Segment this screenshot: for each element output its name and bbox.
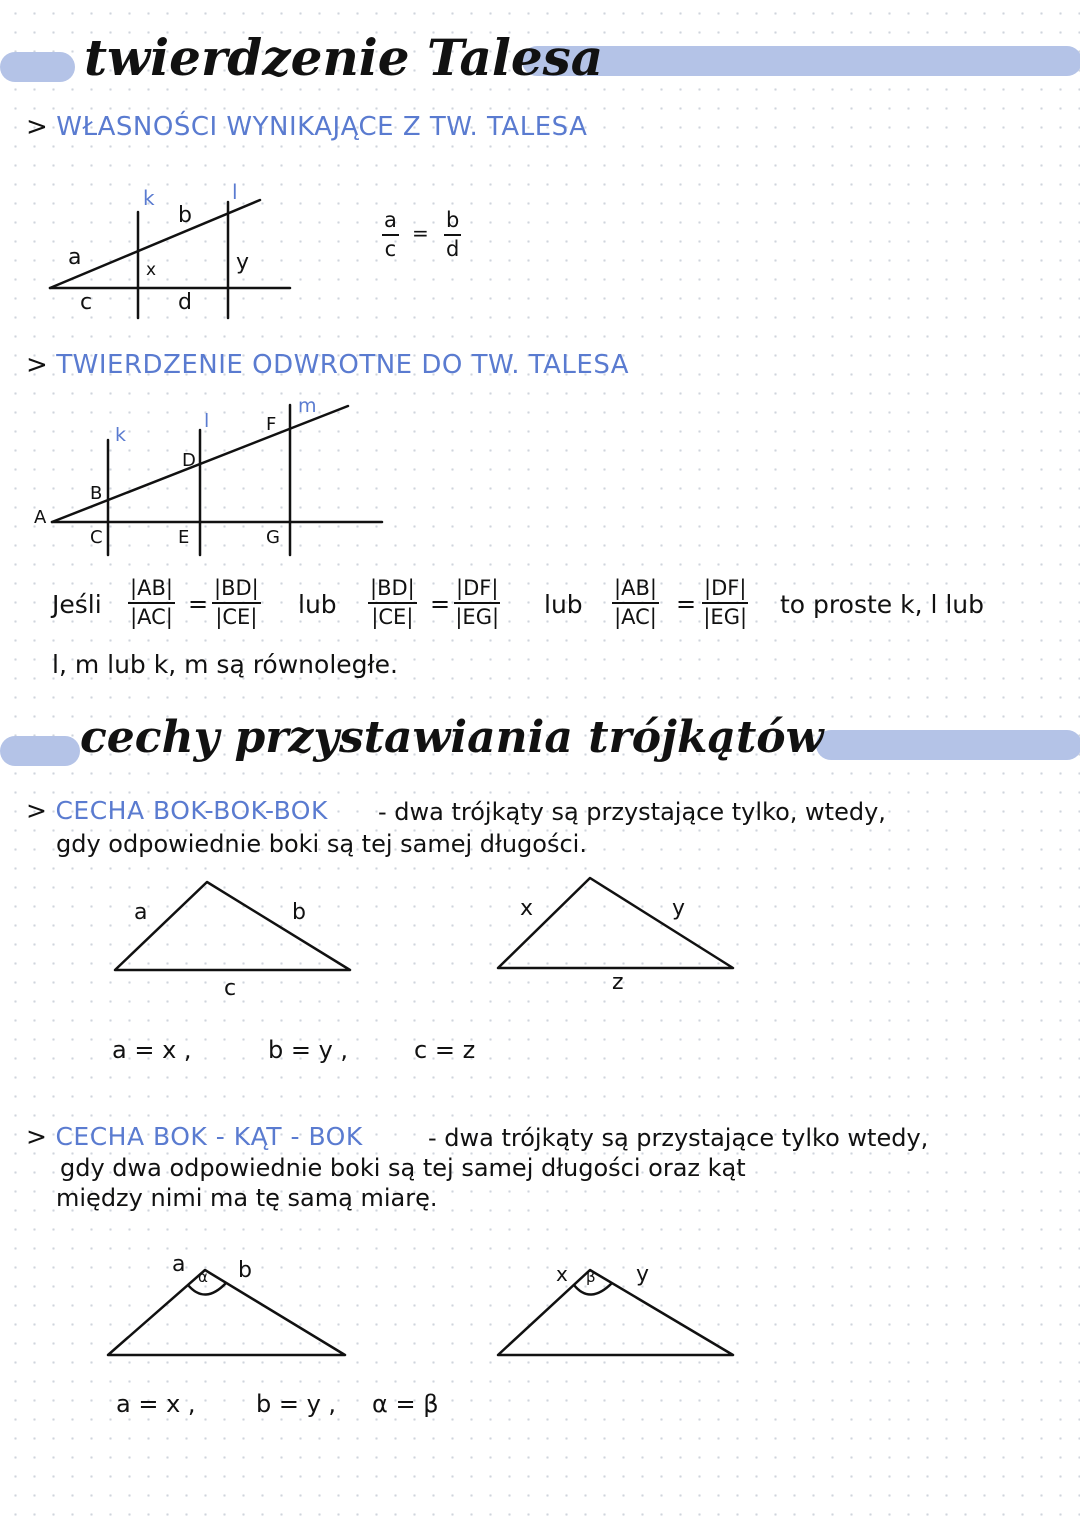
sas-tri2-label-beta: β (586, 1268, 596, 1286)
frac1-den: |AC| (130, 605, 173, 629)
sas-description-3: między nimi ma tę samą miarę. (56, 1184, 438, 1212)
frac4-den: |EG| (455, 605, 500, 629)
subheading-properties-text: WŁASNOŚCI WYNIKAJĄCE Z TW. TALESA (56, 112, 588, 142)
fig1-label-c: c (80, 290, 93, 315)
frac5-den: |AC| (614, 605, 657, 629)
ratio-den-c: c (384, 237, 397, 261)
sas-equation-1: a = x , (116, 1390, 196, 1418)
fig1-label-d: d (178, 290, 192, 315)
sas-equation-3: α = β (372, 1390, 439, 1418)
ratio-den-d: d (446, 237, 460, 261)
fig2-label-D: D (182, 450, 196, 471)
if-word: Jeśli (52, 590, 102, 619)
arrow-icon: > (26, 1122, 48, 1151)
fig2-label-m: m (298, 395, 317, 417)
fig2-label-l: l (204, 410, 210, 432)
arrow-icon: > (26, 112, 49, 142)
frac2-den: |CE| (215, 605, 258, 629)
or-word-1: lub (298, 590, 337, 619)
sss-description-2: gdy odpowiednie boki są tej samej długości. (56, 830, 587, 858)
fig2-label-C: C (90, 527, 103, 548)
sss-tri1-label-a: a (134, 900, 148, 925)
fig2-label-A: A (34, 507, 47, 528)
fig1-label-y: y (236, 250, 250, 275)
equals-3: = (676, 590, 697, 618)
sss-tri2-label-z: z (612, 970, 624, 995)
sas-equation-2: b = y , (256, 1390, 337, 1418)
fig1-label-x: x (146, 260, 157, 280)
fig1-label-k: k (143, 186, 155, 210)
conclusion-text: l, m lub k, m są równoległe. (52, 650, 398, 679)
sas-description-1: - dwa trójkąty są przystające tylko wtedy, (428, 1124, 929, 1152)
frac1-num: |AB| (128, 578, 175, 604)
sss-tri1-label-b: b (292, 900, 306, 925)
section-title-congruence: cechy przystawiania trójkątów (80, 712, 824, 763)
sss-tri2-label-x: x (520, 896, 534, 921)
sss-equation-3: c = z (414, 1036, 476, 1064)
sss-tri1-label-c: c (224, 976, 237, 1001)
page-title: twierdzenie Talesa (84, 28, 604, 87)
sas-tri1-label-b: b (238, 1258, 252, 1283)
ratio-num-a: a (382, 210, 399, 236)
sss-equation-1: a = x , (112, 1036, 192, 1064)
frac2-num: |BD| (212, 578, 261, 604)
fig2-label-G: G (266, 527, 280, 548)
equals-1: = (188, 590, 209, 618)
sss-equation-2: b = y , (268, 1036, 349, 1064)
frac4-num: |DF| (454, 578, 500, 604)
then-text: to proste k, l lub (780, 590, 985, 619)
arrow-icon: > (26, 796, 48, 825)
fig1-label-a: a (68, 245, 82, 270)
frac5-num: |AB| (612, 578, 659, 604)
sas-tri2-label-x: x (556, 1262, 568, 1286)
fig2-label-B: B (90, 483, 103, 504)
sas-description-2: gdy dwa odpowiednie boki są tej samej długości oraz kąt (60, 1154, 746, 1182)
sss-description-1: - dwa trójkąty są przystające tylko, wtedy, (378, 798, 886, 826)
arrow-icon: > (26, 350, 49, 380)
frac3-den: |CE| (371, 605, 414, 629)
sss-tri2-label-y: y (672, 896, 686, 921)
fig1-label-l: l (232, 180, 238, 204)
fig2-label-F: F (266, 414, 277, 435)
sas-name: CECHA BOK - KĄT - BOK (55, 1122, 363, 1151)
sss-name: CECHA BOK-BOK-BOK (55, 796, 328, 825)
ratio-equals: = (412, 221, 429, 245)
subheading-converse-text: TWIERDZENIE ODWROTNE DO TW. TALESA (56, 350, 630, 380)
sas-tri1-label-alpha: α (198, 1268, 208, 1286)
or-word-2: lub (544, 590, 583, 619)
fig2-label-k: k (115, 424, 127, 446)
frac6-den: |EG| (703, 605, 748, 629)
frac6-num: |DF| (702, 578, 748, 604)
fig1-label-b: b (178, 203, 192, 228)
frac3-num: |BD| (368, 578, 417, 604)
ratio-num-b: b (444, 210, 461, 236)
sas-tri1-label-a: a (172, 1252, 186, 1277)
fig2-label-E: E (178, 527, 190, 548)
sas-tri2-label-y: y (636, 1262, 650, 1287)
equals-2: = (430, 590, 451, 618)
